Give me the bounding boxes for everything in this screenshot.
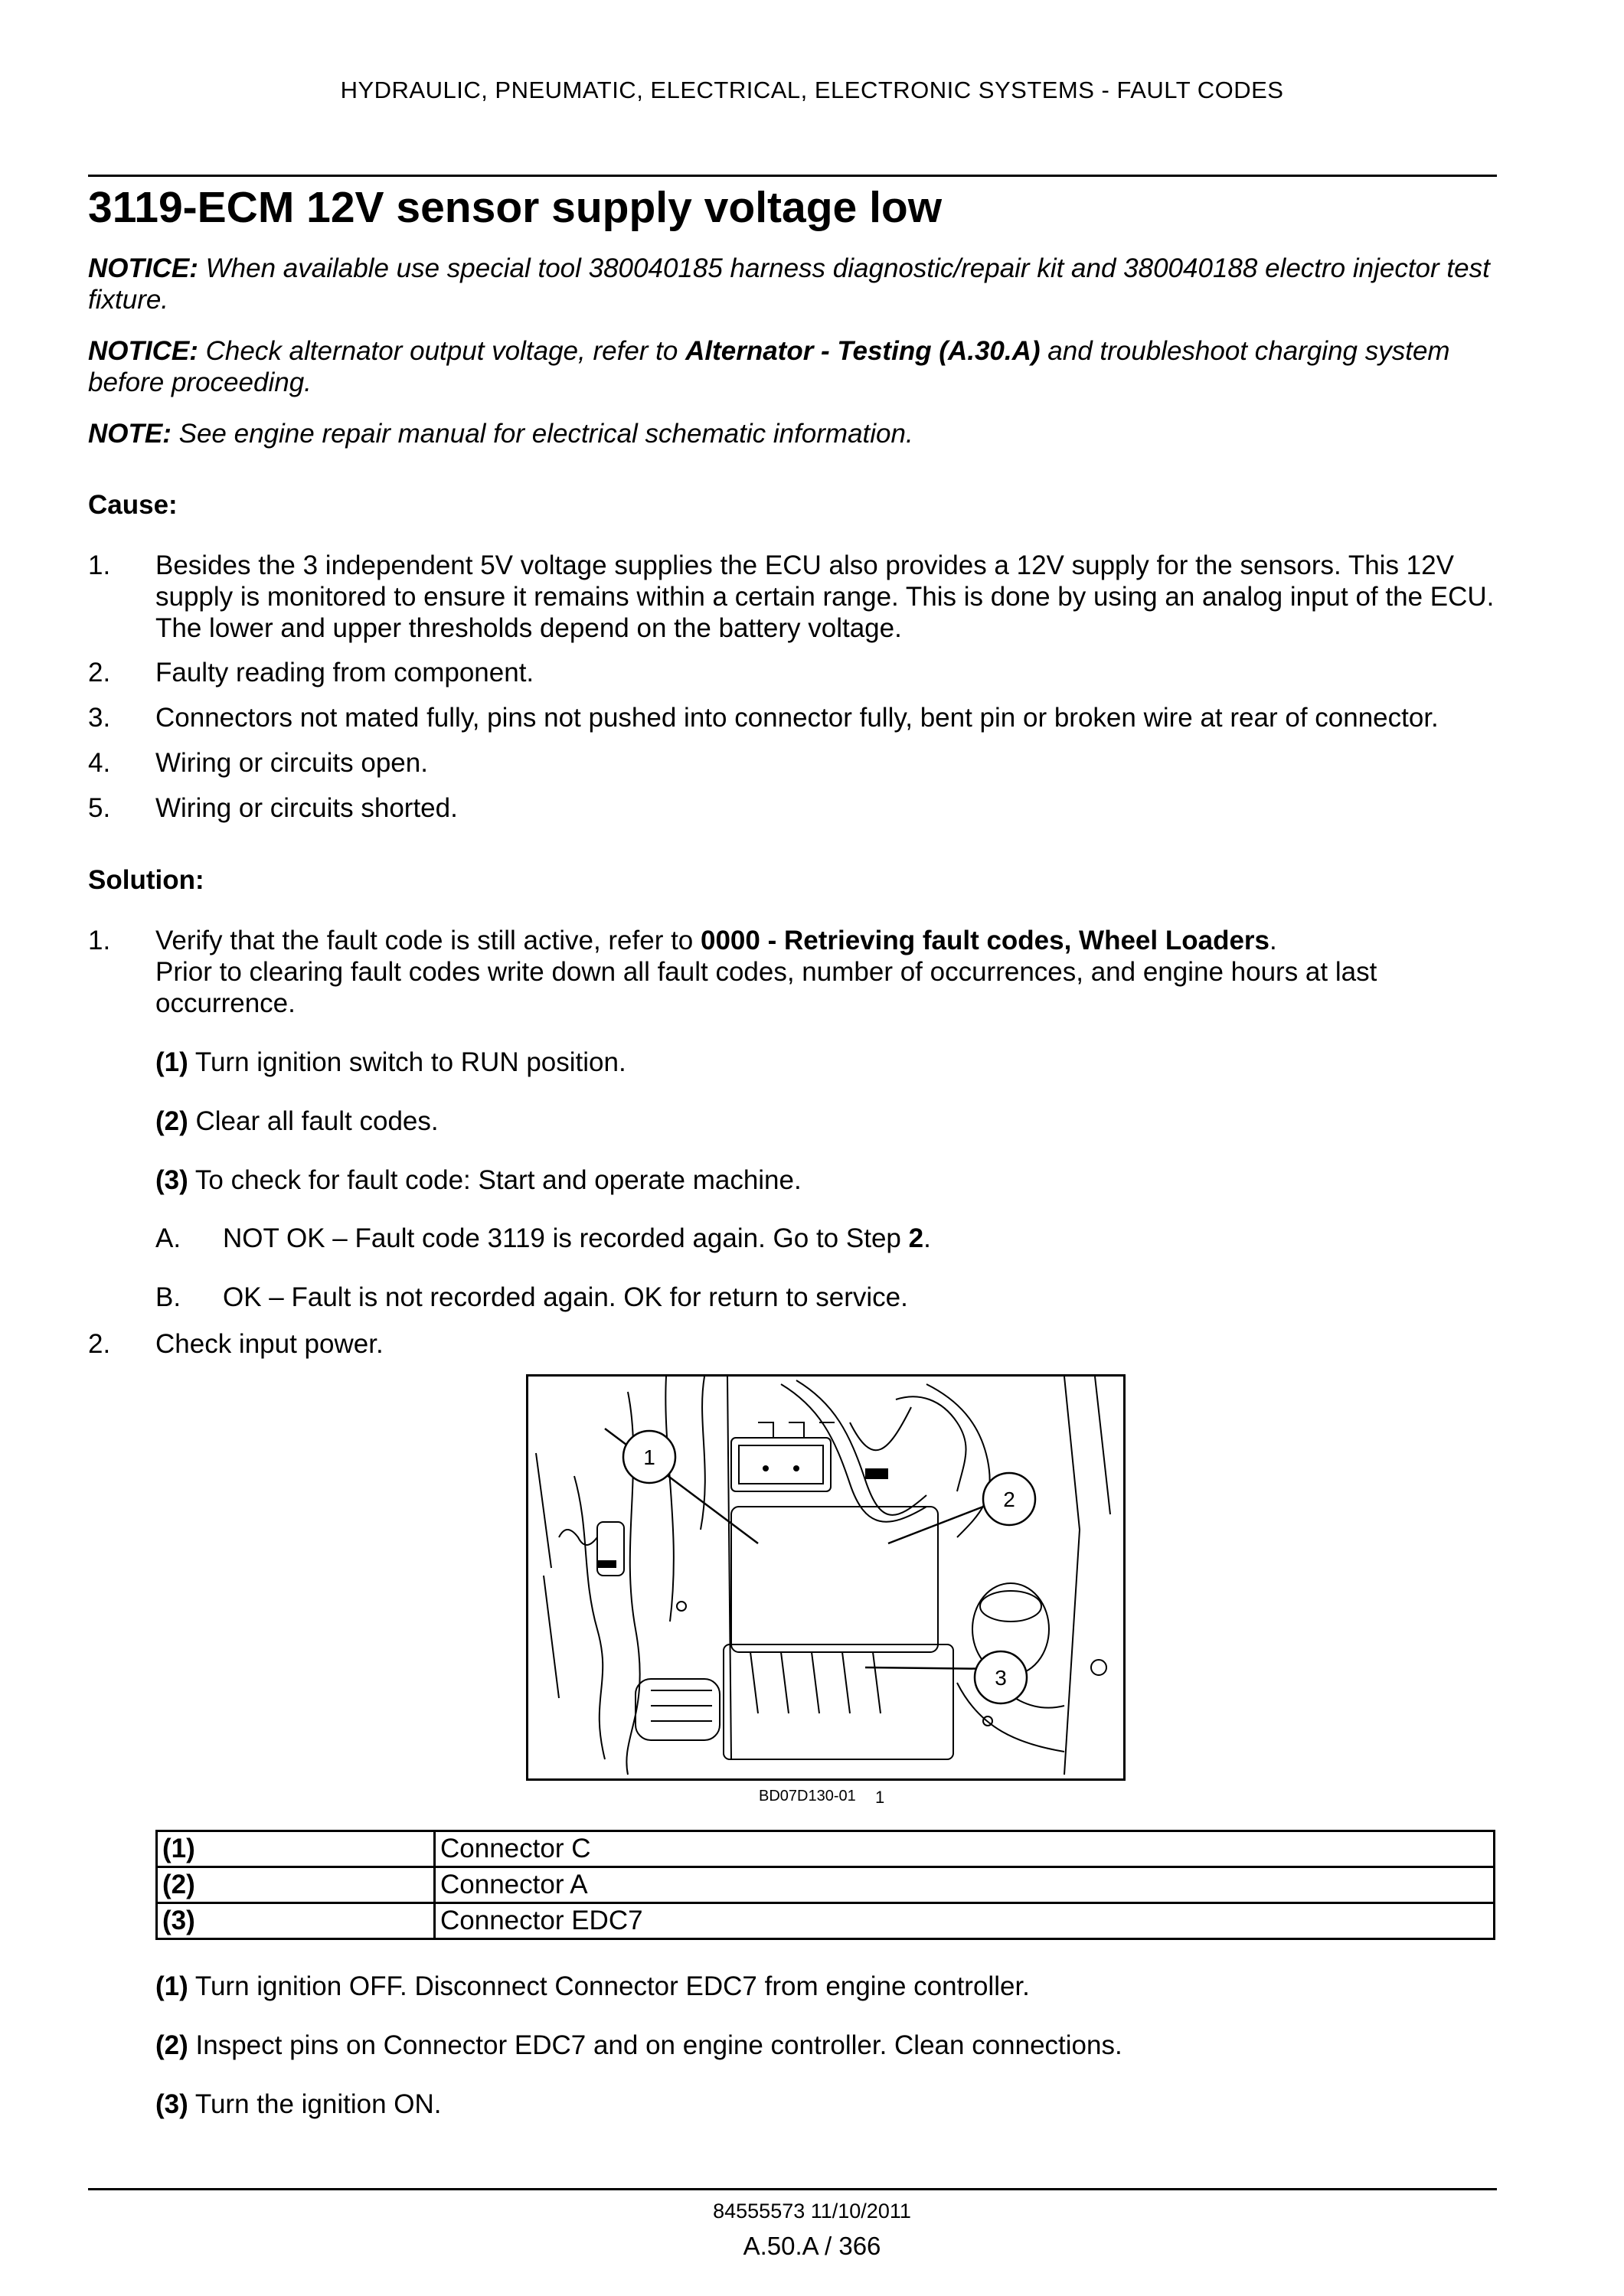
solution-heading: Solution:: [88, 865, 204, 895]
notice-1: [88, 253, 1497, 315]
engine-connector-figure: [526, 1374, 1126, 1781]
header-rule: [88, 175, 1497, 177]
solution-reference: 0000 - Retrieving fault codes, Wheel Loaders: [701, 926, 1269, 955]
footer-rule: [88, 2188, 1497, 2190]
engine-illustration: [528, 1377, 1123, 1778]
substep: (3) To check for fault code: Start and operate machine.: [155, 1165, 802, 1195]
table-row: (3) Connector EDC7: [157, 1903, 1495, 1939]
page-title: 3119-ECM 12V sensor supply voltage low: [88, 183, 943, 232]
notice-text: Check alternator output voltage, refer to: [198, 336, 686, 366]
notice-label: NOTICE:: [88, 336, 198, 366]
cause-heading: Cause:: [88, 490, 178, 520]
callout-2: 2: [1003, 1488, 1015, 1511]
notice-2: [88, 335, 1497, 398]
callout-1: 1: [643, 1445, 655, 1469]
callout-3: 3: [995, 1666, 1007, 1690]
page-header: HYDRAULIC, PNEUMATIC, ELECTRICAL, ELECTRONIC SYSTEMS - FAULT CODES: [340, 77, 1284, 103]
table-row: (2) Connector A: [157, 1867, 1495, 1903]
substep: (1) Turn ignition OFF. Disconnect Connector EDC7 from engine controller.: [155, 1971, 1030, 2001]
solution-step-1-note: Prior to clearing fault codes write down all fault codes, number of occurrences, and engine hours at last occurrence.: [155, 957, 1377, 1018]
figure-number: 1: [875, 1788, 885, 1807]
footer-page-number: A.50.A / 366: [743, 2232, 881, 2260]
notice-text: When available use special tool 380040185 harness diagnostic/repair kit and 380040188 electro injector test fixture.: [88, 253, 1490, 315]
substep: (2) Inspect pins on Connector EDC7 and on engine controller. Clean connections.: [155, 2030, 1122, 2060]
notice-label: NOTICE:: [88, 253, 198, 283]
notice-reference: Alternator - Testing (A.30.A): [685, 336, 1041, 366]
substep: (1) Turn ignition switch to RUN position.: [155, 1047, 626, 1077]
figure-code: BD07D130-01: [759, 1788, 856, 1804]
note-text: See engine repair manual for electrical schematic information.: [171, 419, 913, 449]
note-label: NOTE:: [88, 419, 172, 449]
table-row: (1) Connector C: [157, 1831, 1495, 1867]
substep: (2) Clear all fault codes.: [155, 1106, 439, 1136]
figure-legend-table: [155, 1830, 1495, 1940]
substep: (3) Turn the ignition ON.: [155, 2089, 442, 2119]
note-1: [88, 418, 1497, 449]
footer-doc-id: 84555573 11/10/2011: [713, 2200, 911, 2223]
notice-text-end: and troubleshoot charging system before proceeding.: [88, 336, 1450, 397]
